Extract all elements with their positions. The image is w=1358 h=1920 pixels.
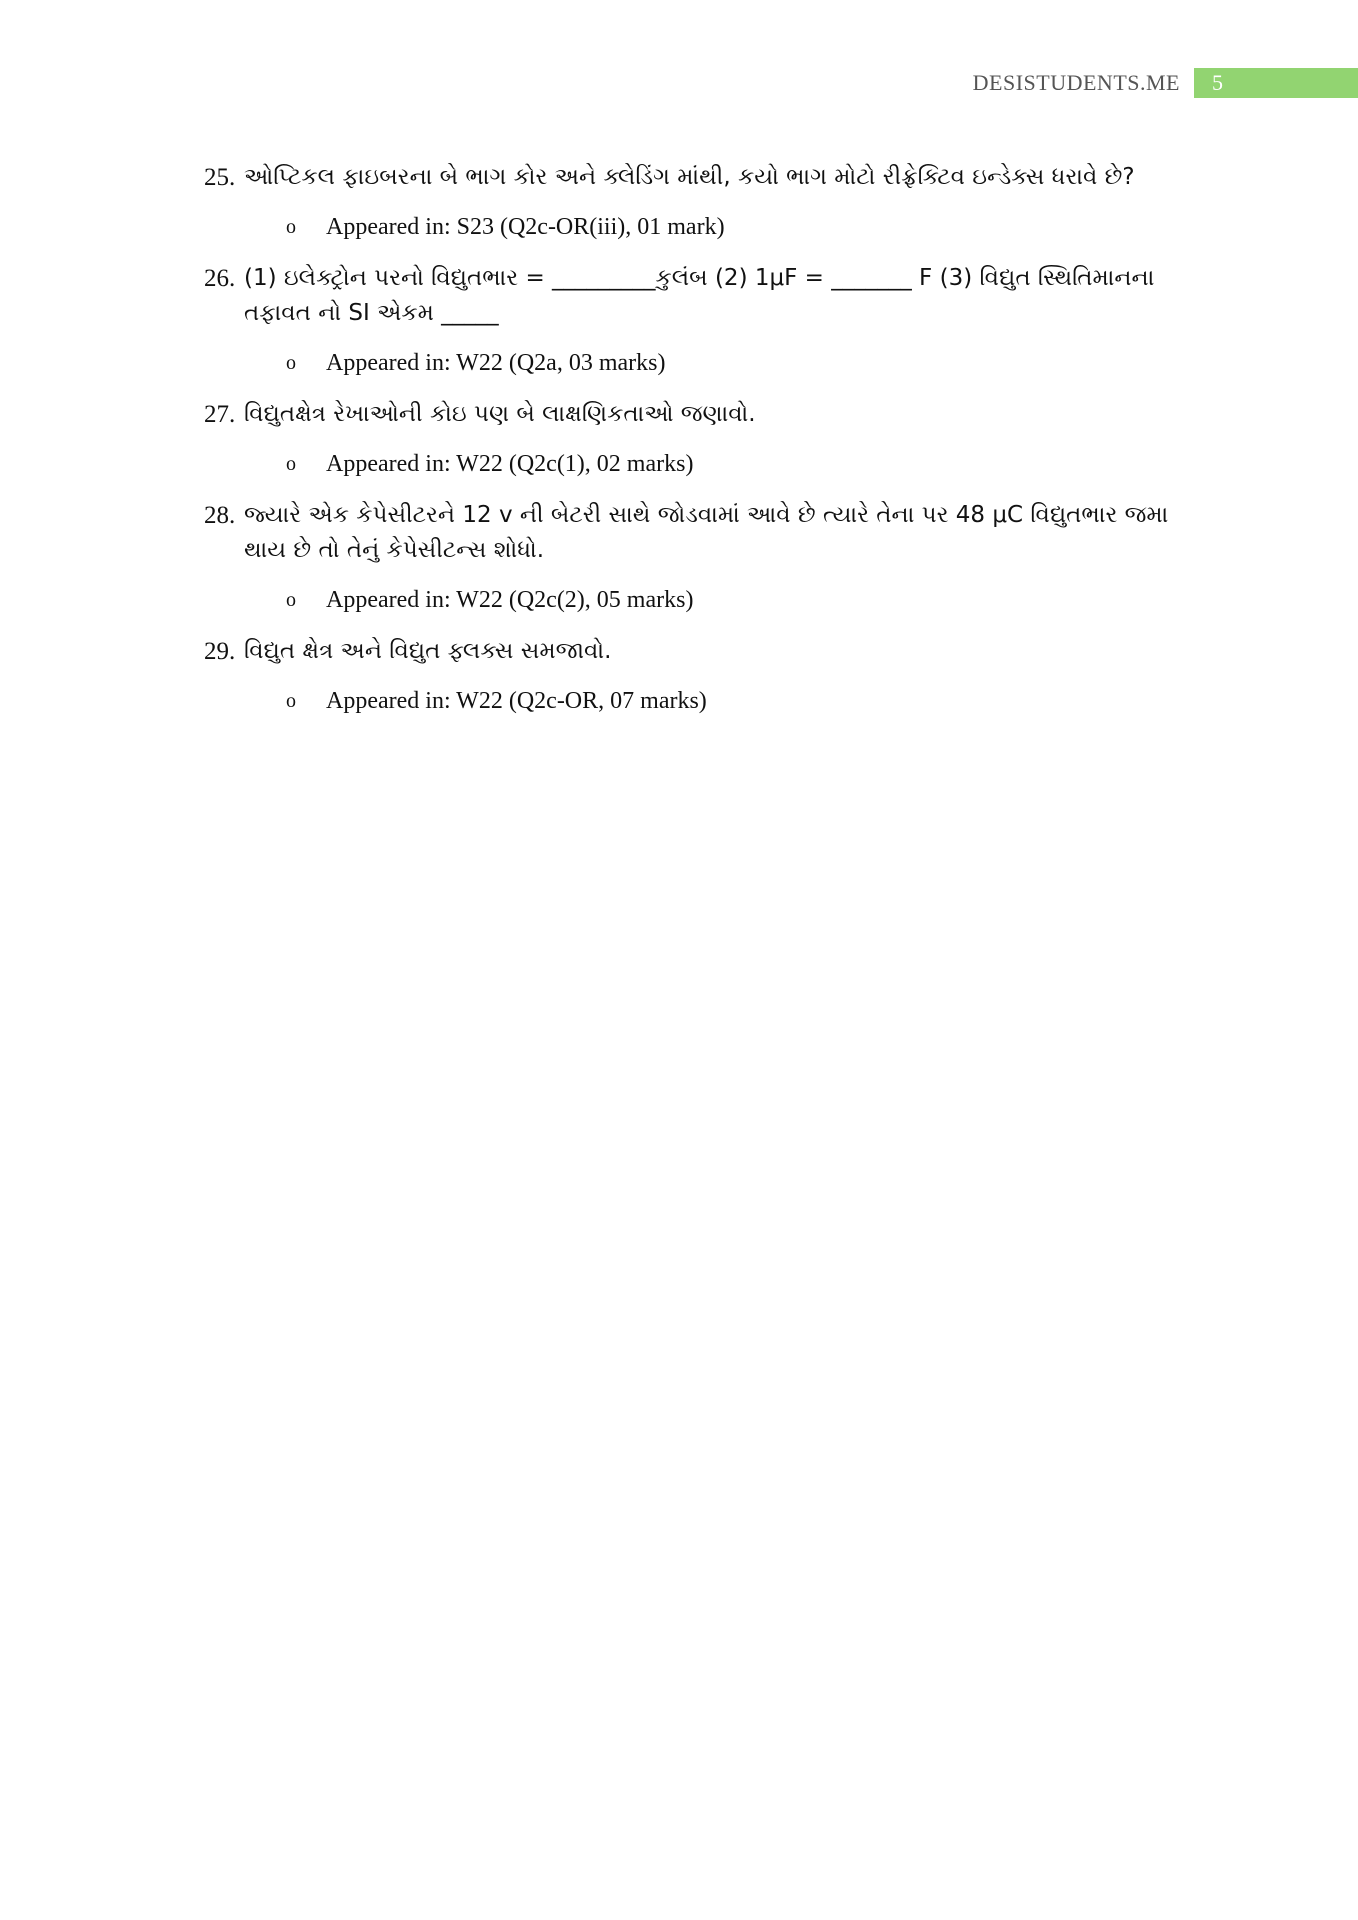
appeared-in xyxy=(286,347,1194,379)
bullet-icon: o xyxy=(286,352,296,374)
question-number: 27. xyxy=(204,401,236,428)
question xyxy=(204,261,1194,331)
question xyxy=(204,397,1194,432)
question-number: 29. xyxy=(204,638,236,665)
question-text: વિદ્યુત ક્ષેત્ર અને વિદ્યુત ફ્લક્સ સમજાવો. xyxy=(244,638,612,664)
page-number-badge: 5 xyxy=(1194,68,1358,98)
bullet-icon: o xyxy=(286,690,296,712)
bullet-icon: o xyxy=(286,589,296,611)
appeared-in xyxy=(286,211,1194,243)
question-number: 25. xyxy=(204,164,236,191)
appeared-in-text: Appeared in: W22 (Q2c(2), 05 marks) xyxy=(326,587,694,613)
question-text: વિદ્યુતક્ષેત્ર રેખાઓની કોઇ પણ બે લાક્ષણિકતાઓ જણાવો. xyxy=(244,401,756,427)
page-header xyxy=(973,68,1358,98)
bullet-icon: o xyxy=(286,453,296,475)
appeared-in xyxy=(286,448,1194,480)
appeared-in-text: Appeared in: S23 (Q2c-OR(iii), 01 mark) xyxy=(326,214,725,240)
question-text: (1) ઇલેક્ટ્રોન પરનો વિદ્યુતભાર = _________કુલંબ (2) 1μF = _______ F (3) વિદ્યુત સ્થિતિમાનના તફાવત નો SI એકમ _____ xyxy=(244,265,1155,326)
question xyxy=(204,160,1194,195)
question xyxy=(204,498,1194,568)
question-item xyxy=(204,160,1194,243)
question-text: જ્યારે એક કેપેસીટરને 12 v ની બેટરી સાથે જોડવામાં આવે છે ત્યારે તેના પર 48 μC વિદ્યુતભાર જમા થાય છે તો તેનું કેપેસીટન્સ શોધો. xyxy=(244,502,1169,563)
appeared-in-text: Appeared in: W22 (Q2a, 03 marks) xyxy=(326,350,666,376)
bullet-icon: o xyxy=(286,216,296,238)
question-item xyxy=(204,397,1194,480)
question-text: ઓપ્ટિકલ ફાઇબરના બે ભાગ કોર અને ક્લેડિંગ માંથી, કયો ભાગ મોટો રીફ્રેક્ટિવ ઇન્ડેક્સ ધરાવે છે? xyxy=(244,164,1135,190)
question xyxy=(204,634,1194,669)
appeared-in-text: Appeared in: W22 (Q2c(1), 02 marks) xyxy=(326,451,694,477)
appeared-in xyxy=(286,685,1194,717)
question-list xyxy=(204,160,1194,735)
question-number: 28. xyxy=(204,502,236,529)
site-name: DESISTUDENTS.ME xyxy=(972,70,1180,95)
question-item xyxy=(204,498,1194,616)
appeared-in-text: Appeared in: W22 (Q2c-OR, 07 marks) xyxy=(326,688,707,714)
question-item xyxy=(204,634,1194,717)
question-item xyxy=(204,261,1194,379)
appeared-in xyxy=(286,584,1194,616)
question-number: 26. xyxy=(204,265,236,292)
